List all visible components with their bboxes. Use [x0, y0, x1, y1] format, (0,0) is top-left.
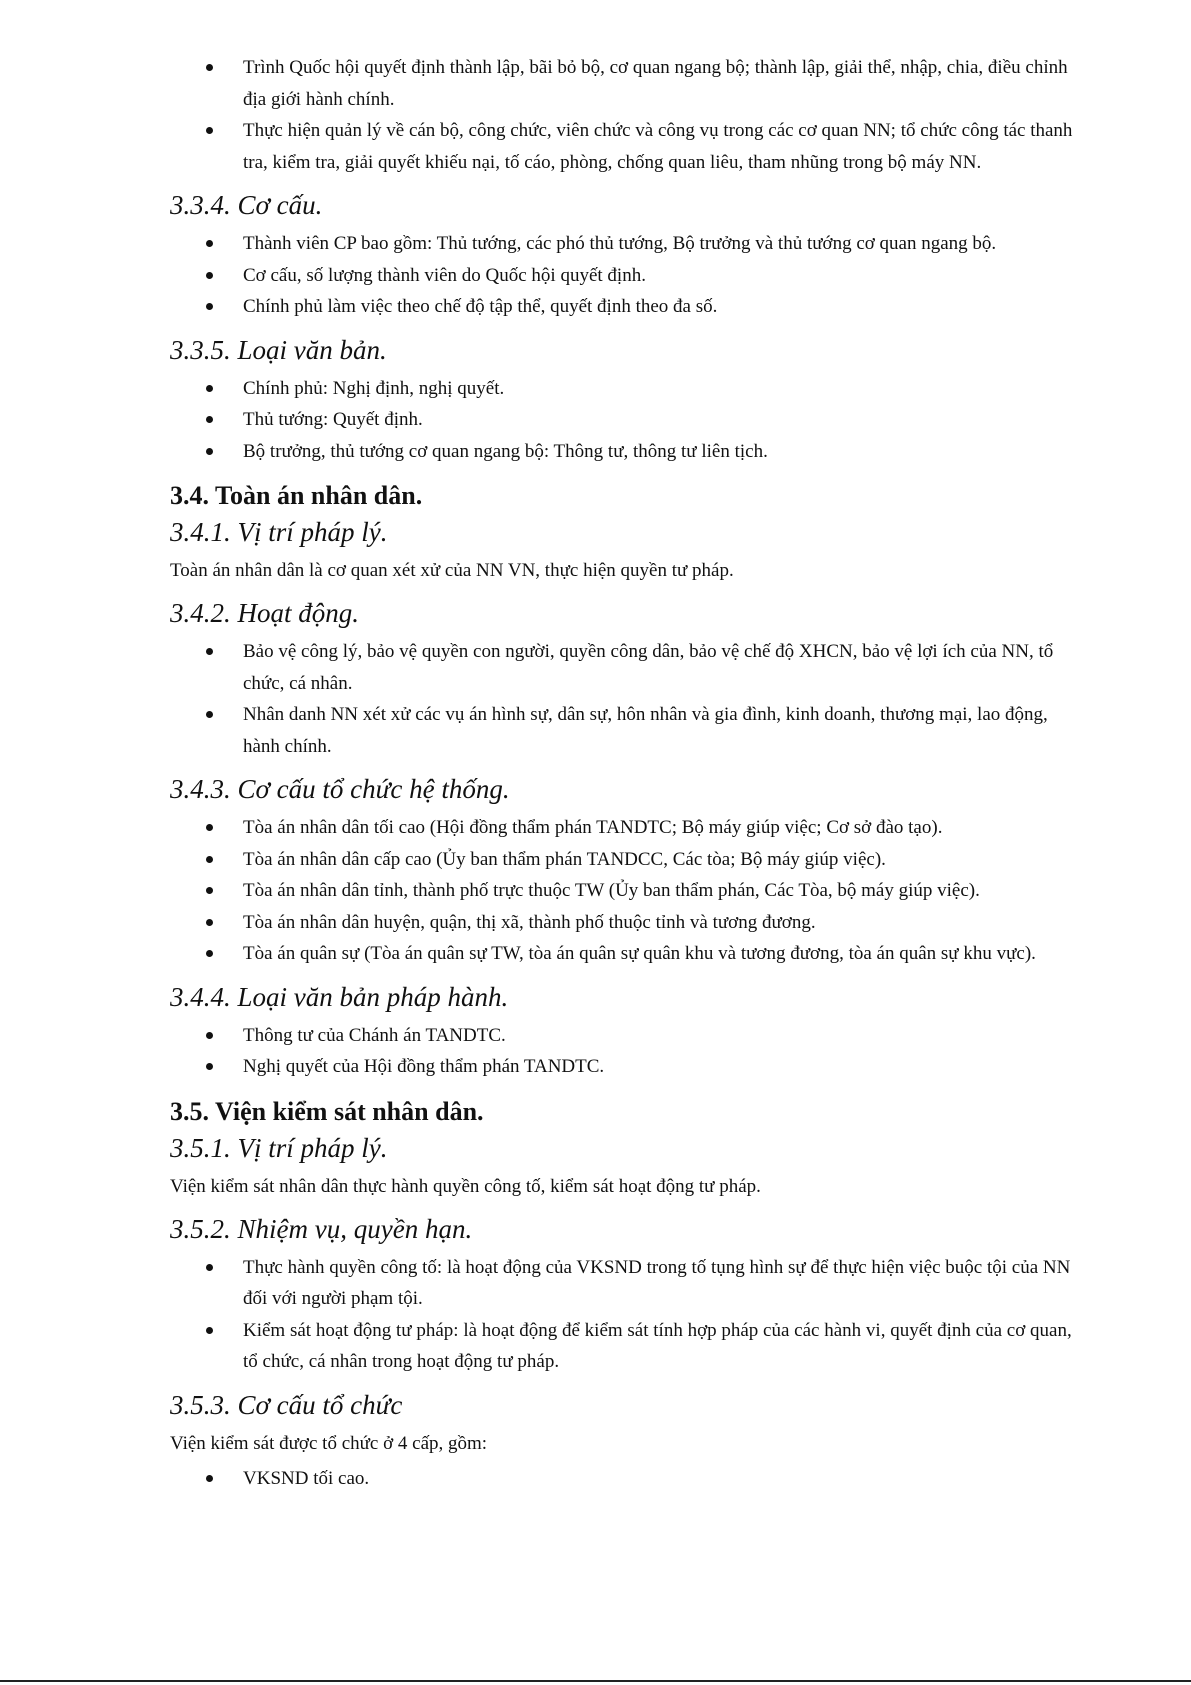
- list-item: Chính phủ làm việc theo chế độ tập thể, quyết định theo đa số.: [243, 291, 1082, 323]
- paragraph-3-4-1: Toàn án nhân dân là cơ quan xét xử của NN VN, thực hiện quyền tư pháp.: [170, 560, 734, 581]
- heading-3-4-4: 3.4.4. Loại văn bản pháp hành.: [170, 981, 509, 1012]
- list-item: Tòa án nhân dân tối cao (Hội đồng thẩm phán TANDTC; Bộ máy giúp việc; Cơ sở đào tạo).: [243, 812, 1082, 844]
- bullet-list-3-3-4: [170, 228, 1082, 323]
- bullet-list-3-3-5: [170, 373, 1082, 468]
- list-item: Kiểm sát hoạt động tư pháp: là hoạt động để kiểm sát tính hợp pháp của các hành vi, quyết định của cơ quan, tổ chức, cá nhân trong hoạt động tư pháp.: [243, 1315, 1082, 1378]
- heading-3-5-3: 3.5.3. Cơ cấu tổ chức: [170, 1389, 403, 1420]
- list-item: Thành viên CP bao gồm: Thủ tướng, các phó thủ tướng, Bộ trưởng và thủ tướng cơ quan ngang bộ.: [243, 228, 1082, 260]
- bullet-list-3-4-4: [170, 1020, 1082, 1083]
- bullet-list-3-5-3: [170, 1463, 1082, 1495]
- page-bottom-rule: [0, 1680, 1191, 1682]
- heading-3-5-2: 3.5.2. Nhiệm vụ, quyền hạn.: [170, 1213, 473, 1244]
- list-item: Tòa án nhân dân huyện, quận, thị xã, thành phố thuộc tỉnh và tương đương.: [243, 907, 1082, 939]
- list-item: Thực hành quyền công tố: là hoạt động của VKSND trong tố tụng hình sự để thực hiện việc buộc tội của NN đối với người phạm tội.: [243, 1252, 1082, 1315]
- list-item: Tòa án nhân dân tỉnh, thành phố trực thuộc TW (Ủy ban thẩm phán, Các Tòa, bộ máy giúp việc).: [243, 875, 1082, 907]
- heading-3-5-1: 3.5.1. Vị trí pháp lý.: [170, 1132, 388, 1163]
- heading-3-4-3: 3.4.3. Cơ cấu tổ chức hệ thống.: [170, 774, 510, 804]
- list-item: Thực hiện quản lý về cán bộ, công chức, viên chức và công vụ trong các cơ quan NN; tổ chức công tác thanh tra, kiểm tra, giải quyết khiếu nại, tố cáo, phòng, chống quan liêu, tham nhũng trong bộ máy NN.: [243, 115, 1082, 178]
- bullet-list-3-4-3: [170, 812, 1082, 970]
- heading-3-3-4: 3.3.4. Cơ cấu.: [170, 190, 323, 220]
- list-item: Nhân danh NN xét xử các vụ án hình sự, dân sự, hôn nhân và gia đình, kinh doanh, thương mại, lao động, hành chính.: [243, 699, 1082, 762]
- bullet-list-3-4-2: [170, 636, 1082, 762]
- heading-3-4: 3.4. Toàn án nhân dân.: [170, 481, 423, 510]
- paragraph-3-5-1: Viện kiểm sát nhân dân thực hành quyền công tố, kiểm sát hoạt động tư pháp.: [170, 1175, 761, 1197]
- list-item: Thủ tướng: Quyết định.: [243, 404, 1082, 436]
- list-item: Nghị quyết của Hội đồng thẩm phán TANDTC.: [243, 1051, 1082, 1083]
- bullet-list-3-5-2: [170, 1252, 1082, 1378]
- page-content: [170, 52, 1082, 1494]
- list-item: Bảo vệ công lý, bảo vệ quyền con người, quyền công dân, bảo vệ chế độ XHCN, bảo vệ lợi ích của NN, tổ chức, cá nhân.: [243, 636, 1082, 699]
- list-item: Cơ cấu, số lượng thành viên do Quốc hội quyết định.: [243, 260, 1082, 292]
- list-item: Thông tư của Chánh án TANDTC.: [243, 1020, 1082, 1052]
- heading-3-4-2: 3.4.2. Hoạt động.: [170, 598, 359, 628]
- heading-3-4-1: 3.4.1. Vị trí pháp lý.: [170, 517, 388, 547]
- list-item: Tòa án quân sự (Tòa án quân sự TW, tòa án quân sự quân khu và tương đương, tòa án quân sự khu vực).: [243, 938, 1082, 970]
- bullet-list-top: [170, 52, 1082, 178]
- list-item: Trình Quốc hội quyết định thành lập, bãi bỏ bộ, cơ quan ngang bộ; thành lập, giải thể, nhập, chia, điều chỉnh địa giới hành chính.: [243, 52, 1082, 115]
- heading-3-3-5: 3.3.5. Loại văn bản.: [170, 334, 387, 365]
- heading-3-5: 3.5. Viện kiểm sát nhân dân.: [170, 1096, 484, 1126]
- list-item: Chính phủ: Nghị định, nghị quyết.: [243, 373, 1082, 405]
- paragraph-3-5-3: Viện kiểm sát được tổ chức ở 4 cấp, gồm:: [170, 1432, 488, 1454]
- list-item: Bộ trưởng, thủ tướng cơ quan ngang bộ: Thông tư, thông tư liên tịch.: [243, 436, 1082, 468]
- list-item: VKSND tối cao.: [243, 1463, 1082, 1495]
- list-item: Tòa án nhân dân cấp cao (Ủy ban thẩm phán TANDCC, Các tòa; Bộ máy giúp việc).: [243, 844, 1082, 876]
